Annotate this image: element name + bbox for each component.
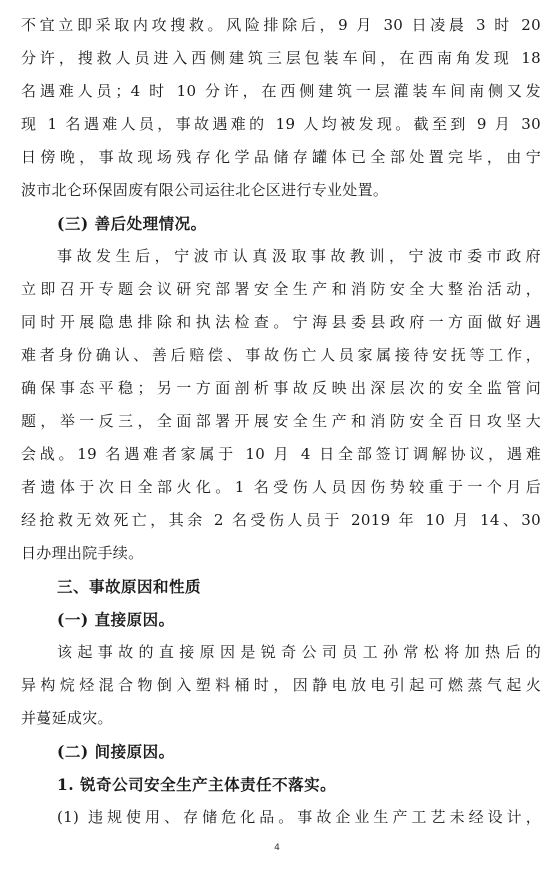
paragraph-last-line: 波市北仑环保固废有限公司运往北仑区进行专业处置。: [21, 181, 389, 199]
paragraph-line: 会战。19 名遇难者家属于 10 月 4 日全部签订调解协议，遇难: [21, 445, 541, 463]
paragraph-first-line: 事故发生后，宁波市认真汲取事故教训，宁波市委市政府: [57, 247, 541, 265]
section-heading: (二) 间接原因。: [57, 742, 175, 761]
paragraph-line: 立即召开专题会议研究部署安全生产和消防安全大整治活动，: [21, 280, 541, 298]
page-number: 4: [274, 843, 280, 853]
section-heading: 1. 锐奇公司安全生产主体责任不落实。: [57, 775, 337, 794]
paragraph-last-line: 并蔓延成灾。: [21, 709, 113, 727]
section-heading: (三) 善后处理情况。: [57, 214, 207, 233]
paragraph-line: 现 1 名遇难人员，事故遇难的 19 人均被发现。截至到 9 月 30: [21, 115, 541, 133]
paragraph-line: 难者身份确认、善后赔偿、事故伤亡人员家属接待安抚等工作，: [21, 346, 541, 364]
paragraph-line: 同时开展隐患排除和执法检查。宁海县委县政府一方面做好遇: [21, 313, 541, 331]
paragraph-line: 确保事态平稳；另一方面剖析事故反映出深层次的安全监管问: [21, 379, 541, 397]
paragraph-line: 经抢救无效死亡，其余 2 名受伤人员于 2019 年 10 月 14、30: [21, 511, 541, 529]
paragraph-line: 题，举一反三，全面部署开展安全生产和消防安全百日攻坚大: [21, 412, 541, 430]
paragraph-first-line: (1) 违规使用、存储危化品。事故企业生产工艺未经设计，: [57, 808, 541, 826]
paragraph-first-line: 该起事故的直接原因是锐奇公司员工孙常松将加热后的: [57, 643, 541, 661]
section-heading: 三、事故原因和性质: [57, 577, 202, 596]
paragraph-line: 日傍晚，事故现场残存化学品储存罐体已全部处置完毕，由宁: [21, 148, 541, 166]
paragraph-line: 者遗体于次日全部火化。1 名受伤人员因伤势较重于一个月后: [21, 478, 541, 496]
paragraph-line: 异构烷烃混合物倒入塑料桶时，因静电放电引起可燃蒸气起火: [21, 676, 541, 694]
paragraph-last-line: 日办理出院手续。: [21, 544, 144, 562]
paragraph-line: 不宜立即采取内攻搜救。风险排除后，9 月 30 日凌晨 3 时 20: [21, 16, 541, 34]
paragraph-line: 分许，搜救人员进入西侧建筑三层包装车间，在西南角发现 18: [21, 49, 541, 67]
document-body: [21, 9, 541, 834]
paragraph-line: 名遇难人员；4 时 10 分许，在西侧建筑一层灌装车间南侧又发: [21, 82, 541, 100]
section-heading: (一) 直接原因。: [57, 610, 175, 629]
